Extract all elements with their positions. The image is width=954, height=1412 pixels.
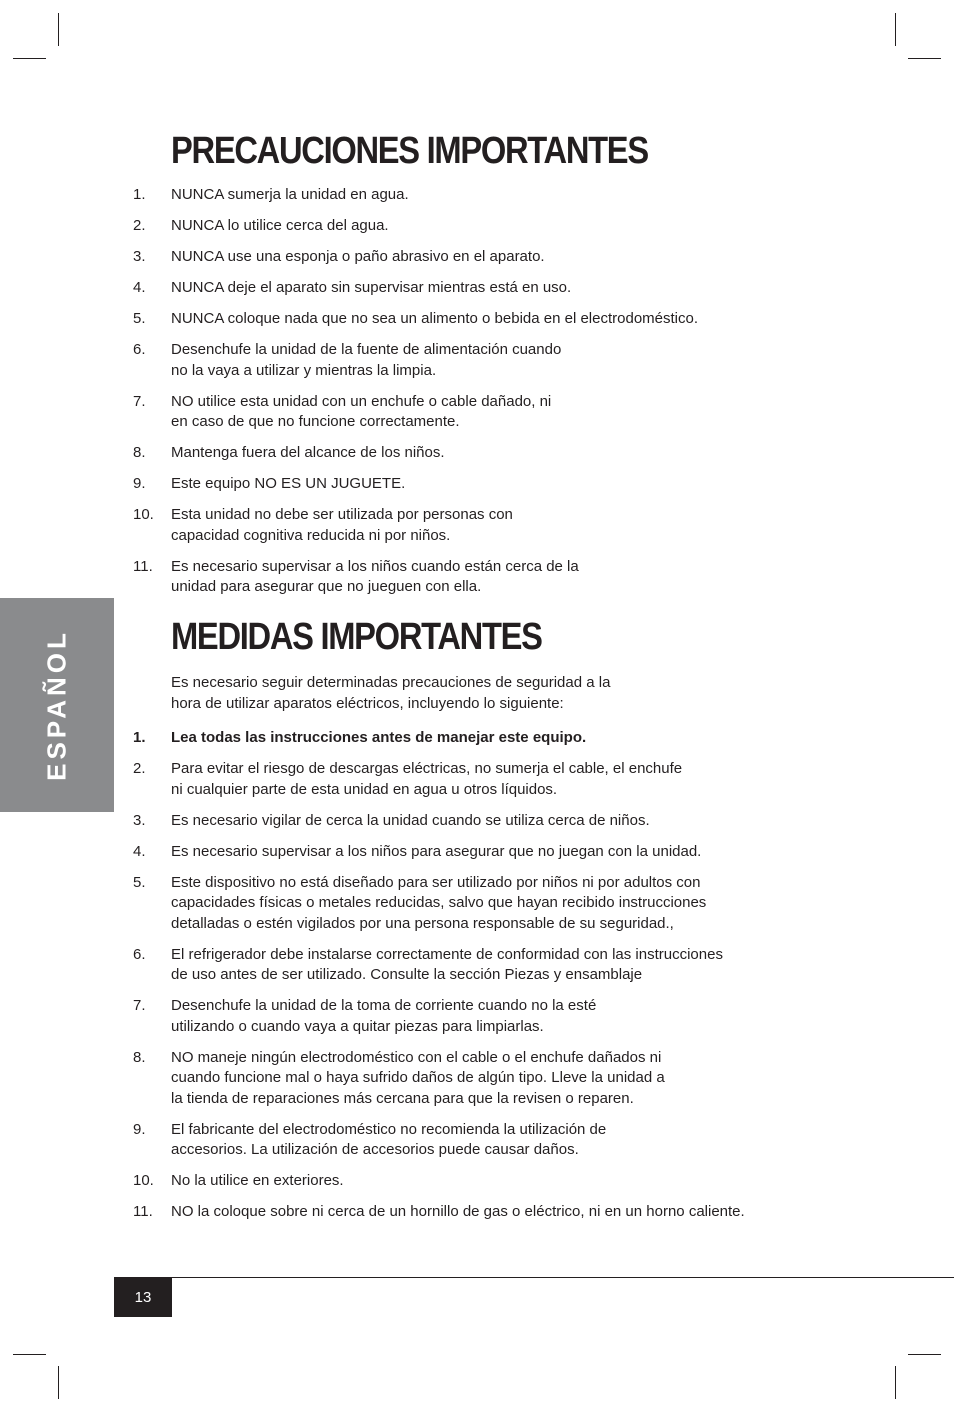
item-text: Desenchufe la unidad de la toma de corriente cuando no la esté utilizando o cuando vaya a quitar piezas para limpiarlas. — [171, 997, 597, 1035]
list-item — [133, 842, 813, 863]
crop-mark — [908, 58, 941, 59]
crop-mark — [895, 13, 896, 46]
list-item — [133, 945, 813, 986]
page-number: 13 — [114, 1278, 172, 1317]
item-text: NUNCA deje el aparato sin supervisar mientras está en uso. — [171, 279, 572, 296]
item-number: 7. — [133, 392, 146, 410]
item-number: 8. — [133, 1048, 146, 1066]
list-item — [133, 811, 813, 832]
item-number: 5. — [133, 310, 146, 327]
medidas-list — [133, 728, 813, 1233]
item-number: 11. — [133, 557, 153, 575]
section-title-medidas: MEDIDAS IMPORTANTES — [171, 616, 542, 658]
item-text: Este equipo NO ES UN JUGUETE. — [171, 475, 406, 492]
list-item — [133, 278, 813, 299]
medidas-intro: Es necesario seguir determinadas precauciones de seguridad a la hora de utilizar aparatos eléctricos, incluyendo lo siguiente: — [171, 674, 611, 712]
crop-mark — [13, 1354, 46, 1355]
item-number: 3. — [133, 811, 146, 829]
item-number: 7. — [133, 997, 146, 1014]
list-item — [133, 392, 813, 433]
list-item — [133, 1202, 813, 1223]
item-text: NUNCA coloque nada que no sea un alimento o bebida en el electrodoméstico. — [171, 310, 699, 327]
item-number: 8. — [133, 444, 146, 461]
language-label: ESPAÑOL — [41, 629, 72, 781]
list-item — [133, 247, 813, 268]
item-text: Para evitar el riesgo de descargas eléctricas, no sumerja el cable, el enchufe ni cualquier parte de esta unidad en agua u otros líquidos. — [171, 760, 683, 798]
item-text: El refrigerador debe instalarse correctamente de conformidad con las instrucciones de uso antes de ser utilizado. Consulte la sección Piezas y ensamblaje — [171, 945, 723, 983]
list-item — [133, 505, 813, 546]
item-text: Lea todas las instrucciones antes de manejar este equipo. — [171, 729, 587, 746]
item-number: 6. — [133, 945, 146, 963]
item-text: Este dispositivo no está diseñado para ser utilizado por niños ni por adultos con capacidades físicas o metales reducidas, salvo que hayan recibido instrucciones detalladas o estén vigilados por una persona responsable de su seguridad., — [171, 873, 707, 932]
list-item — [133, 873, 813, 935]
item-number: 5. — [133, 873, 146, 891]
list-item — [133, 1171, 813, 1192]
list-item — [133, 728, 813, 749]
item-text: No la utilice en exteriores. — [171, 1172, 344, 1189]
item-text: NO maneje ningún electrodoméstico con el cable o el enchufe dañados ni cuando funcione mal o haya sufrido daños de algún tipo. Lleve la unidad a la tienda de reparaciones más cercana para que la revisen o reparen. — [171, 1048, 665, 1107]
list-item — [133, 557, 813, 598]
item-number: 2. — [133, 760, 146, 777]
item-text: NUNCA lo utilice cerca del agua. — [171, 217, 389, 234]
item-number: 3. — [133, 248, 146, 265]
item-text: Es necesario supervisar a los niños cuando están cerca de la unidad para asegurar que no jueguen con ella. — [171, 557, 579, 595]
item-number: 10. — [133, 1172, 154, 1189]
item-text: Esta unidad no debe ser utilizada por personas con capacidad cognitiva reducida ni por niños. — [171, 506, 513, 544]
list-item — [133, 474, 813, 495]
item-number: 4. — [133, 279, 146, 296]
item-number: 6. — [133, 341, 146, 358]
item-number: 9. — [133, 475, 146, 492]
item-number: 9. — [133, 1120, 146, 1138]
list-item — [133, 1120, 813, 1161]
list-item — [133, 340, 813, 381]
list-item — [133, 996, 813, 1037]
item-number: 10. — [133, 506, 154, 523]
item-text: NUNCA use una esponja o paño abrasivo en el aparato. — [171, 248, 545, 265]
precauciones-list — [133, 185, 813, 608]
list-item — [133, 216, 813, 237]
item-number: 2. — [133, 217, 146, 234]
item-text: Desenchufe la unidad de la fuente de alimentación cuando no la vaya a utilizar y mientras la limpia. — [171, 341, 562, 379]
item-text: Es necesario vigilar de cerca la unidad cuando se utiliza cerca de niños. — [171, 811, 650, 829]
list-item — [133, 1048, 813, 1110]
crop-mark — [58, 13, 59, 46]
item-text: NUNCA sumerja la unidad en agua. — [171, 186, 409, 203]
item-number: 4. — [133, 842, 146, 860]
list-item — [133, 309, 813, 330]
section-title-precauciones: PRECAUCIONES IMPORTANTES — [171, 130, 648, 172]
item-text: Mantenga fuera del alcance de los niños. — [171, 444, 445, 461]
item-text: NO la coloque sobre ni cerca de un hornillo de gas o eléctrico, ni en un horno caliente. — [171, 1203, 745, 1220]
item-number: 11. — [133, 1203, 153, 1220]
crop-mark — [908, 1354, 941, 1355]
language-side-tab — [0, 598, 114, 812]
crop-mark — [58, 1366, 59, 1399]
item-text: Es necesario supervisar a los niños para asegurar que no juegan con la unidad. — [171, 842, 702, 860]
item-number: 1. — [133, 729, 146, 746]
item-number: 1. — [133, 186, 146, 203]
list-item — [133, 443, 813, 464]
crop-mark — [895, 1366, 896, 1399]
crop-mark — [13, 58, 46, 59]
footer-rule — [114, 1277, 954, 1278]
list-item — [133, 759, 813, 800]
item-text: NO utilice esta unidad con un enchufe o cable dañado, ni en caso de que no funcione correctamente. — [171, 392, 552, 430]
item-text: El fabricante del electrodoméstico no recomienda la utilización de accesorios. La utilización de accesorios puede causar daños. — [171, 1120, 607, 1158]
list-item — [133, 185, 813, 206]
